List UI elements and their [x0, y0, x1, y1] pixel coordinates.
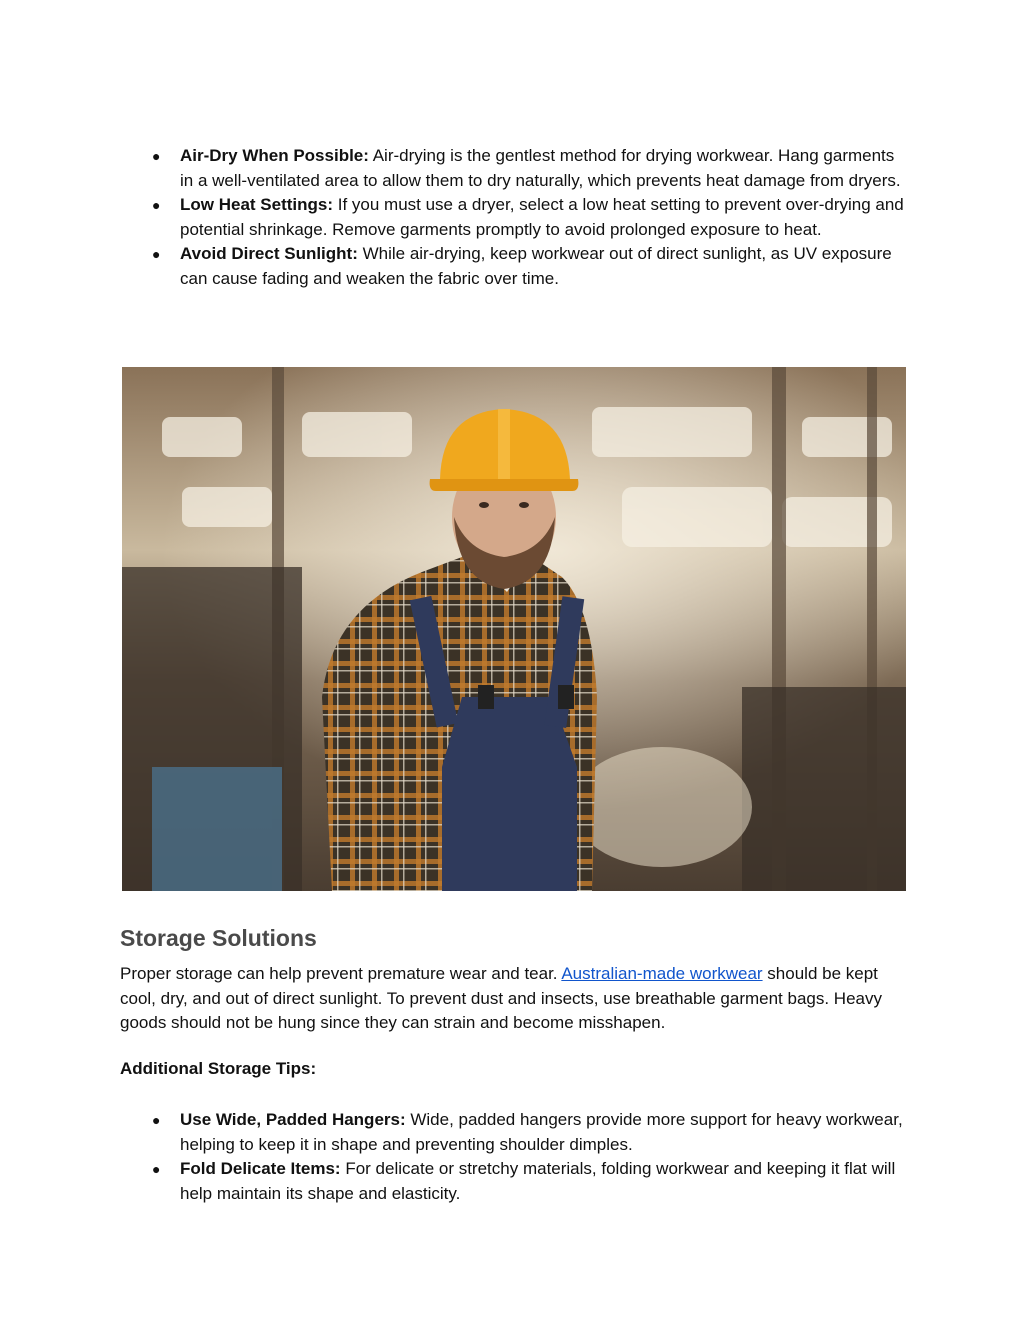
tip-text: Wide, padded hangers provide more support for heavy workwear, helping to keep it in shape and preventing shoulder dimples.: [180, 1110, 903, 1154]
workwear-link[interactable]: Australian-made workwear: [561, 964, 763, 983]
tip-text: For delicate or stretchy materials, folding workwear and keeping it flat will help maintain its shape and elasticity.: [180, 1159, 896, 1203]
tip-title: Fold Delicate Items:: [180, 1159, 341, 1178]
bullet-icon: ●: [152, 1161, 161, 1177]
tip-title: Avoid Direct Sunlight:: [180, 244, 358, 263]
para-text: should be kept cool, dry, and out of direct sunlight. To prevent dust and insects, use breathable garment bags. Heavy goods should not be hung since they can strain and become misshapen.: [120, 964, 882, 1032]
tip-text: While air-drying, keep workwear out of direct sunlight, as UV exposure can cause fading and weaken the fabric over time.: [180, 244, 892, 288]
storage-tips-list: [120, 1108, 910, 1206]
bullet-icon: ●: [152, 197, 161, 213]
tip-title: Air-Dry When Possible:: [180, 146, 369, 165]
tip-text: Air-drying is the gentlest method for drying workwear. Hang garments in a well-ventilated area to allow them to dry naturally, which prevents heat damage from dryers.: [180, 146, 901, 190]
storage-paragraph: [120, 962, 910, 1036]
list-item: [120, 193, 910, 242]
section-heading: Storage Solutions: [120, 925, 317, 951]
list-item: [120, 1157, 910, 1206]
list-item: [120, 242, 910, 291]
bullet-icon: ●: [152, 246, 161, 262]
tip-title: Use Wide, Padded Hangers:: [180, 1110, 406, 1129]
bullet-icon: ●: [152, 1112, 161, 1128]
drying-tips-list: [120, 144, 910, 291]
worker-photo: [122, 367, 906, 891]
tip-title: Low Heat Settings:: [180, 195, 334, 214]
list-item: [120, 1108, 910, 1157]
list-item: [120, 144, 910, 193]
storage-subheading: Additional Storage Tips:: [120, 1059, 317, 1078]
para-text: Proper storage can help prevent premature wear and tear.: [120, 964, 562, 983]
tip-text: If you must use a dryer, select a low heat setting to prevent over-drying and potential shrinkage. Remove garments promptly to avoid prolonged exposure to heat.: [180, 195, 904, 239]
bullet-icon: ●: [152, 148, 161, 164]
